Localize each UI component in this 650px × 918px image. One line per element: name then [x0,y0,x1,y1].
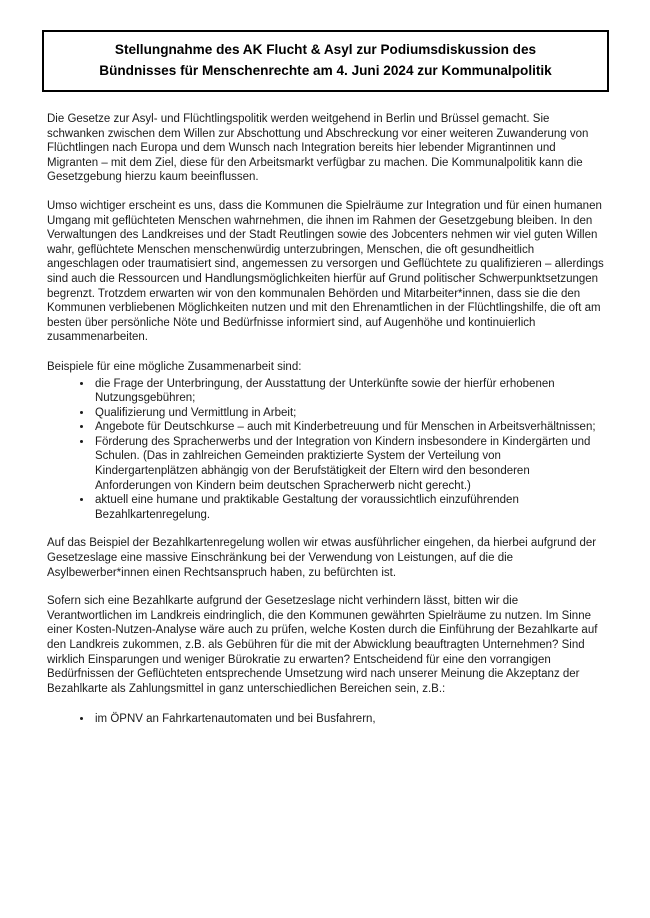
acceptance-item: • im ÖPNV an Fahrkartenautomaten und bei Busfahrern, [93,712,604,727]
acceptance-list [47,712,604,727]
paragraph-intro: Die Gesetze zur Asyl- und Flüchtlingspolitik werden weitgehend in Berlin und Brüssel gemacht. Sie schwanken zwischen dem Willen zur Abschottung und Abschreckung vor einer weiteren Zuwanderung von Flüchtlingen nach Europa und dem Wunsch nach Integration bereits hier lebender Migrantinnen und Migranten – mit dem Ziel, diese für den Arbeitsmarkt verfügbar zu machen. Die Kommunalpolitik kann die Gesetzgebung hierzu kaum beeinflussen. [47,113,589,184]
paragraph-bezahlkarte-2: Sofern sich eine Bezahlkarte aufgrund der Gesetzeslage nicht verhindern lässt, bitten wir die Verantwortlichen im Landkreis eindringlich, die den Kommunen gewährten Spielräume zu nutzen. Im Sinne einer Kosten-Nutzen-Analyse wäre auch zu prüfen, welche Kosten durch die Einführung der Bezahlkarte auf den Landkreis zukommen, z.B. als Gebühren für die mit der Abwicklung beauftragten Unternehmen? Sind wirklich Einsparungen und weniger Bürokratie zu erwarten? Entscheidend für eine den vorrangigen Bedürfnissen der Geflüchteten entsprechende Umsetzung wird nach unserer Meinung die Akzeptanz der Bezahlkarte als Zahlungsmittel in ganz unterschiedlichen Bereichen sein, z.B.: [47,595,598,695]
example-item: • Förderung des Spracherwerbs und der Integration von Kindern insbesondere in Kindergärten und Schulen. (Das in zahlreichen Gemeinden praktizierte System der Verteilung von Kindergartenplätzen abhängig von der Berufstätigkeit der Eltern wird den besonderen Anforderungen von Kindern beim deutschen Spracherwerb nicht gerecht.) [93,435,604,493]
example-item: • die Frage der Unterbringung, der Ausstattung der Unterkünfte sowie der hierfür erhobenen Nutzungsgebühren; [93,377,604,406]
examples-list [47,377,604,523]
paragraph-list-intro: Beispiele für eine mögliche Zusammenarbeit sind: [47,360,302,373]
document-title-line-1: Stellungnahme des AK Flucht & Asyl zur Podiumsdiskussion des [114,42,537,57]
document-title-box [42,30,609,92]
paragraph-kommunen: Umso wichtiger erscheint es uns, dass die Kommunen die Spielräume zur Integration und für einen humanen Umgang mit geflüchteten Menschen wahrnehmen, die ihnen im Rahmen der Gesetzgebung bleiben. In den Verwaltungen des Landkreises und der Stadt Reutlingen sowie des Jobcenters nehmen wir viel guten Willen wahr, geflüchtete Menschen menschenwürdig unterzubringen, Menschen, die oft gesundheitlich angeschlagen oder traumatisiert sind, angemessen zu versorgen und Geflüchtete zu qualifizieren – allerdings sind auch die Ressourcen und Handlungsmöglichkeiten hierfür auf Grund politischer Schwerpunktsetzungen begrenzt. Trotzdem erwarten wir von den kommunalen Behörden und Mitarbeiter*innen, dass sie die den Kommunen verbliebenen Möglichkeiten nutzen und mit den Ehrenamtlichen in der Flüchtlingshilfe, die oft am besten über persönliche Nöte und Bedürfnisse informiert sind, auf Augenhöhe und kontinuierlich zusammenarbeiten. [47,199,604,344]
example-item: • aktuell eine humane und praktikable Gestaltung der voraussichtlich einzuführenden Bezahlkartenregelung. [93,493,604,522]
paragraph-bezahlkarte-1: Auf das Beispiel der Bezahlkartenregelung wollen wir etwas ausführlicher eingehen, da hierbei aufgrund der Gesetzeslage eine massive Einschränkung bei der Verwendung von Leistungen, auf die die Asylbewerber*innen einen Rechtsanspruch haben, zu befürchten ist. [47,537,597,579]
example-item: • Angebote für Deutschkurse – auch mit Kinderbetreuung und für Menschen in Arbeitsverhältnissen; [93,420,604,435]
document-title-line-2: Bündnisses für Menschenrechte am 4. Juni 2024 zur Kommunalpolitik [99,62,552,78]
example-item: • Qualifizierung und Vermittlung in Arbeit; [93,406,604,421]
